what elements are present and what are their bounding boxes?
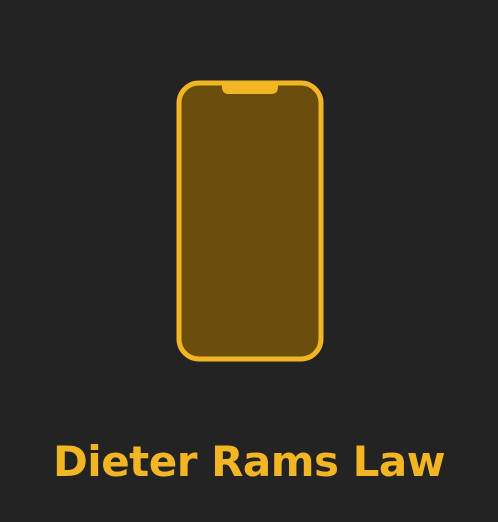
caption-title: Dieter Rams Law xyxy=(52,437,446,486)
smartphone-icon xyxy=(176,80,324,362)
